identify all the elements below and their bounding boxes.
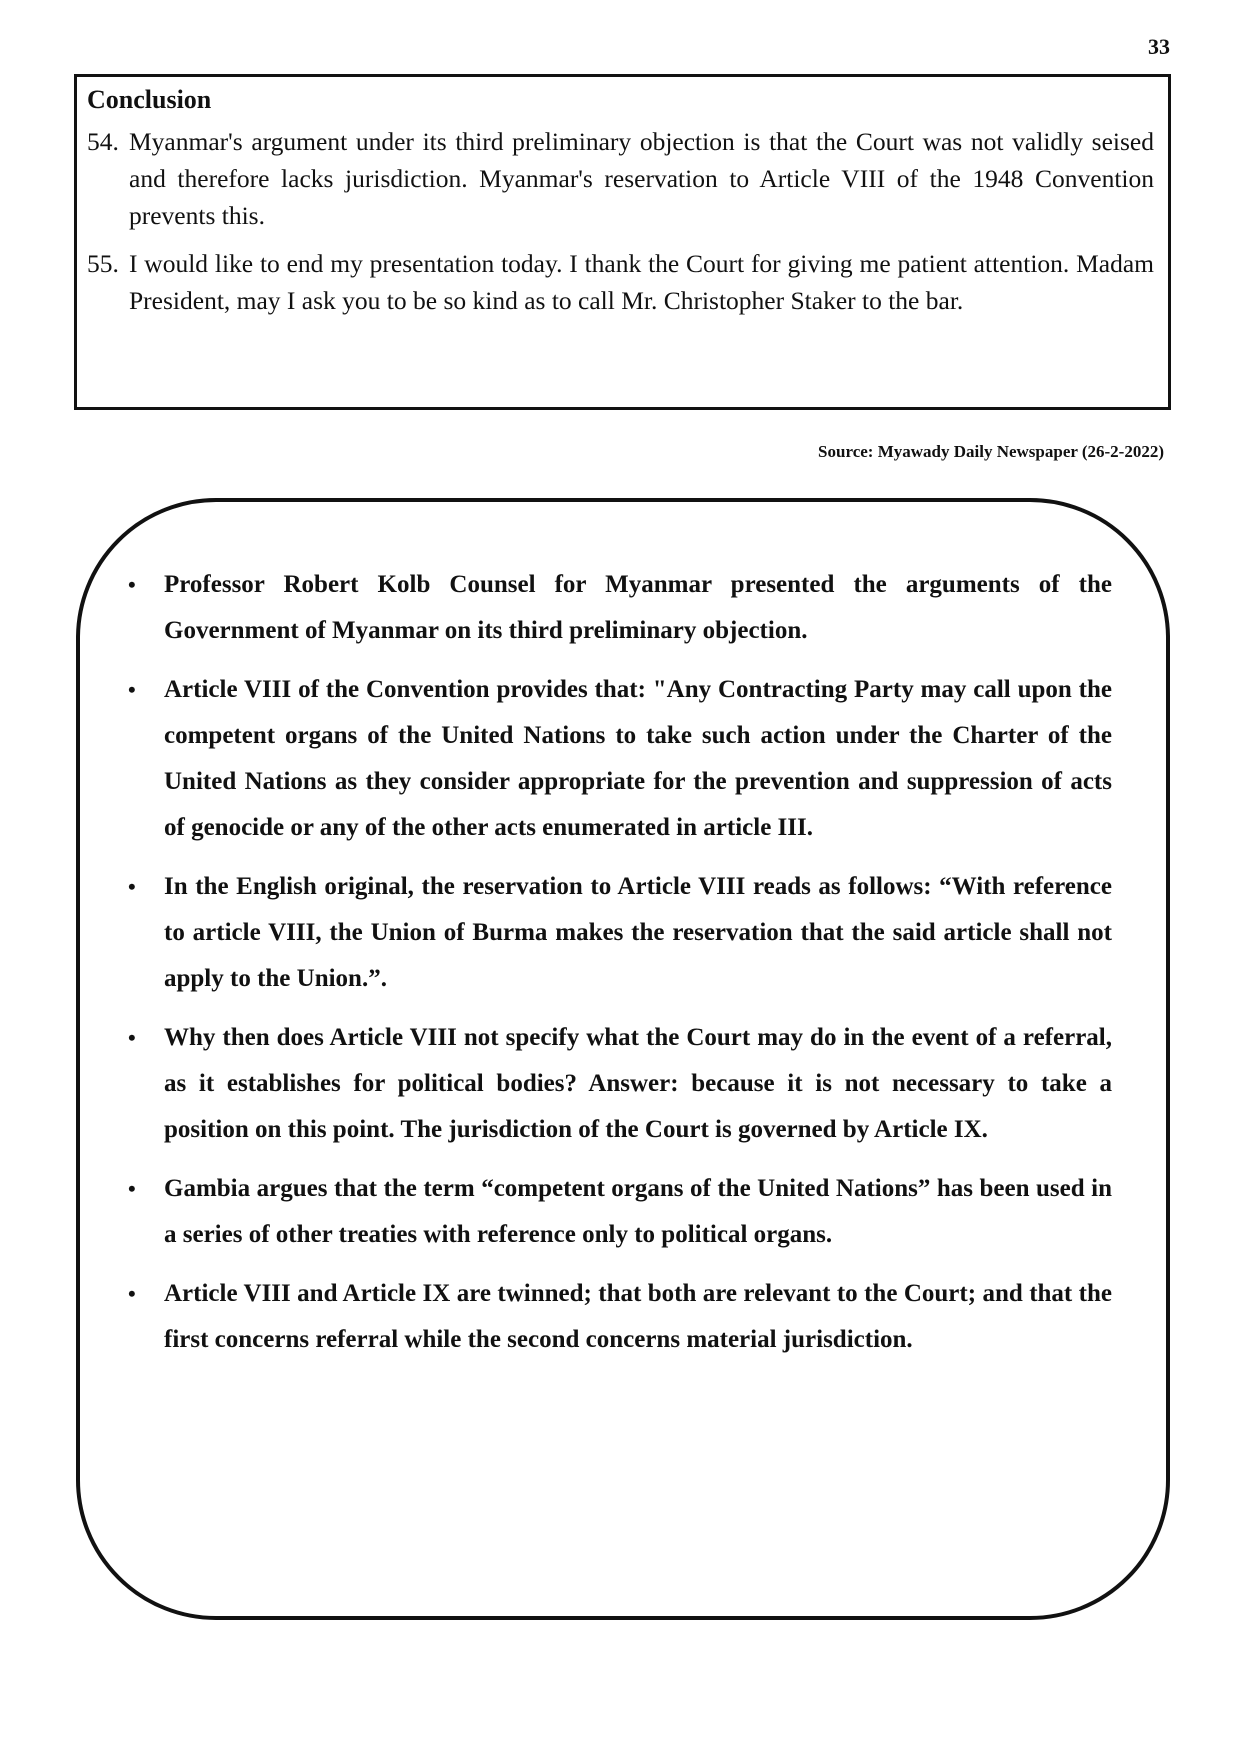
conclusion-box: [74, 74, 1171, 410]
summary-item: [128, 864, 1112, 1002]
summary-text: Why then does Article VIII not specify what the Court may do in the event of a referral, as it establishes for political bodies? Answer: because it is not necessary to take a position on this point. The jurisdiction of the Court is governed by Article IX.: [164, 1024, 1112, 1143]
paragraph-number: 55.: [87, 249, 119, 278]
summary-item: [128, 667, 1112, 851]
bullet-icon: •: [128, 677, 136, 702]
summary-item: [128, 1015, 1112, 1153]
conclusion-list: [87, 123, 1154, 319]
bullet-icon: •: [128, 1176, 136, 1201]
summary-text: In the English original, the reservation to Article VIII reads as follows: “With reference to article VIII, the Union of Burma makes the reservation that the said article shall not apply to the Union.”.: [164, 873, 1112, 992]
conclusion-item: [87, 123, 1154, 234]
summary-box: [76, 498, 1170, 1620]
bullet-icon: •: [128, 572, 136, 597]
conclusion-item: [87, 245, 1154, 319]
bullet-icon: •: [128, 1025, 136, 1050]
summary-text: Article VIII and Article IX are twinned; that both are relevant to the Court; and that the first concerns referral while the second concerns material jurisdiction.: [164, 1280, 1112, 1353]
paragraph-text: I would like to end my presentation today. I thank the Court for giving me patient attention. Madam President, may I ask you to be so kind as to call Mr. Christopher Staker to the bar.: [129, 249, 1154, 315]
paragraph-text: Myanmar's argument under its third preliminary objection is that the Court was not validly seised and therefore lacks jurisdiction. Myanmar's reservation to Article VIII of the 1948 Convention prevents this.: [129, 127, 1154, 230]
source-citation: Source: Myawady Daily Newspaper (26-2-2022): [818, 442, 1164, 461]
conclusion-heading: Conclusion: [87, 85, 212, 114]
summary-text: Article VIII of the Convention provides that: "Any Contracting Party may call upon the competent organs of the United Nations to take such action under the Charter of the United Nations as they consider appropriate for the prevention and suppression of acts of genocide or any of the other acts enumerated in article III.: [164, 676, 1112, 841]
bullet-icon: •: [128, 874, 136, 899]
summary-text: Gambia argues that the term “competent organs of the United Nations” has been used in a series of other treaties with reference only to political organs.: [164, 1175, 1112, 1248]
summary-item: [128, 1271, 1112, 1363]
paragraph-number: 54.: [87, 127, 119, 156]
page-number: 33: [1148, 34, 1170, 59]
summary-item: [128, 562, 1112, 654]
bullet-icon: •: [128, 1281, 136, 1306]
summary-item: [128, 1166, 1112, 1258]
summary-list: [128, 562, 1112, 1363]
summary-text: Professor Robert Kolb Counsel for Myanmar presented the arguments of the Government of Myanmar on its third preliminary objection.: [164, 571, 1112, 644]
